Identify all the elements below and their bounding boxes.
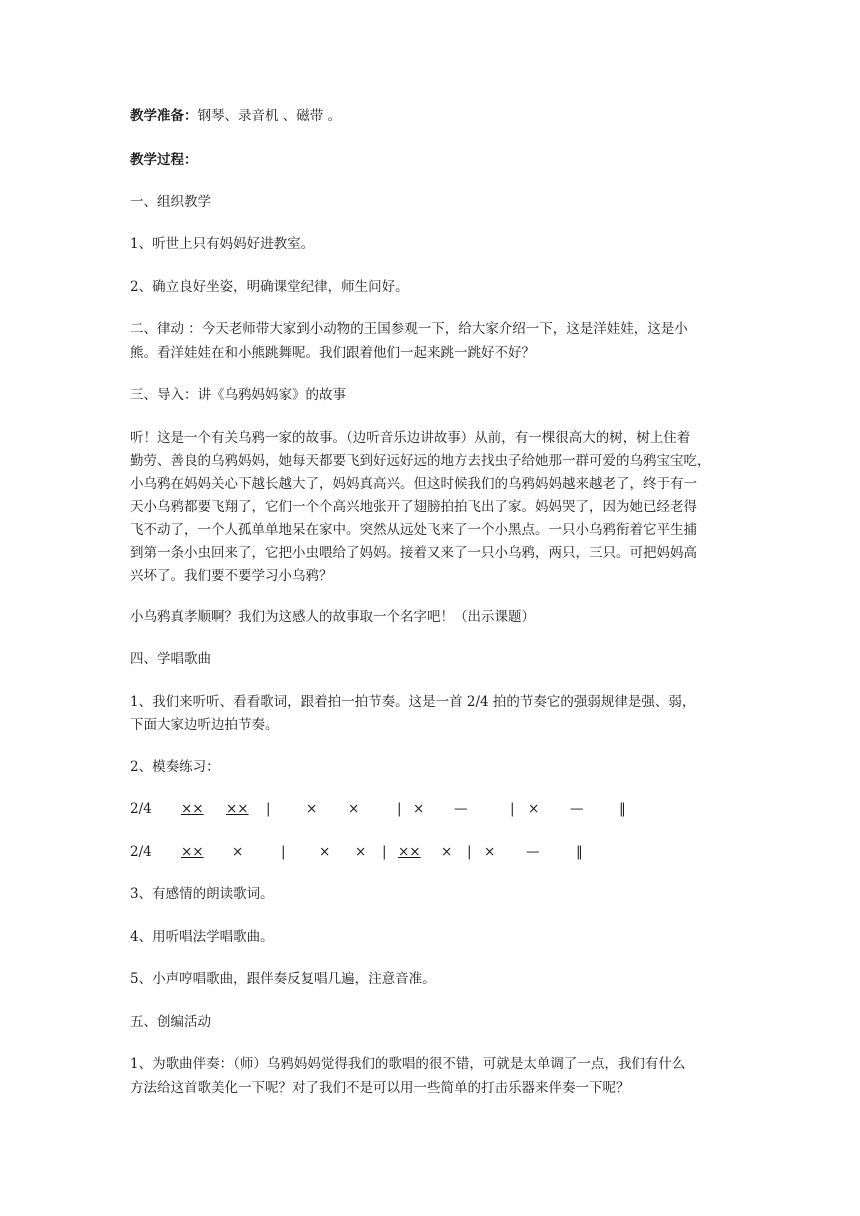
section-5-item-1-line-1: 1、为歌曲伴奏：（师）乌鸦妈妈觉得我们的歌唱的很不错，可就是太单调了一点，我们有什么	[130, 1056, 686, 1072]
rhythm-note: ×	[413, 801, 425, 817]
section-4-item-1-line-2: 下面大家边听边拍节奏。	[130, 717, 279, 733]
section-2-line-2: 熊。看洋娃娃在和小熊跳舞呢。我们跟着他们一起来跳一跳好不好？	[130, 345, 535, 361]
process-heading: 教学过程：	[130, 152, 198, 168]
rhythm-note: ××	[226, 801, 249, 817]
prep-label: 教学准备：	[130, 108, 198, 124]
story-line-6: 到第一条小虫回来了，它把小虫喂给了妈妈。接着又来了一只小乌鸦，两只，三只。可把妈妈高	[130, 545, 697, 561]
story-follow: 小乌鸦真孝顺啊？我们为这感人的故事取一个名字吧！（出示课题）	[130, 609, 535, 625]
rhythm-line-1	[130, 799, 730, 819]
rhythm-double-barline: ‖	[619, 801, 626, 817]
story-line-1: 听！这是一个有关乌鸦一家的故事。（边听音乐边讲故事）从前，有一棵很高大的树，树上住着	[130, 430, 691, 446]
prep-text: 钢琴、录音机 、磁带 。	[197, 108, 342, 124]
story-line-7: 兴坏了。我们要不要学习小乌鸦？	[130, 568, 333, 584]
rhythm-note: ×	[232, 844, 244, 860]
section-1-title: 一、组织教学	[130, 194, 211, 210]
rhythm-barline: |	[266, 801, 271, 817]
rhythm-note: ×	[348, 801, 360, 817]
rhythm-note: ×	[306, 801, 318, 817]
section-5-item-1-line-2: 方法给这首歌美化一下呢？对了我们不是可以用一些简单的打击乐器来伴奏一下呢？	[130, 1080, 630, 1096]
section-1-item-2: 2、确立良好坐姿，明确课堂纪律，师生问好。	[130, 279, 409, 295]
rhythm-note: ×	[484, 844, 496, 860]
rhythm-meter: 2/4	[130, 801, 152, 817]
section-4-item-2: 2、模奏练习：	[130, 759, 220, 775]
section-5-title: 五、创编活动	[130, 1014, 211, 1030]
rhythm-meter: 2/4	[130, 844, 152, 860]
rhythm-barline: |	[510, 801, 515, 817]
rhythm-line-2	[130, 842, 730, 862]
story-line-4: 天小乌鸦都要飞翔了，它们一个个高兴地张开了翅膀拍拍飞出了家。妈妈哭了，因为她已经老得	[130, 499, 697, 515]
rhythm-note: ××	[398, 844, 421, 860]
rhythm-note: ×	[441, 844, 453, 860]
section-1-item-1: 1、听世上只有妈妈好进教室。	[130, 236, 315, 252]
rhythm-dash: —	[526, 844, 540, 860]
rhythm-dash: —	[570, 801, 584, 817]
prep-line	[130, 106, 730, 126]
section-2-line-1: 二、律动 ：今天老师带大家到小动物的王国参观一下，给大家介绍一下，这是洋娃娃，这是小	[130, 321, 688, 337]
rhythm-double-barline: ‖	[576, 844, 583, 860]
section-4-item-3: 3、有感情的朗读歌词。	[130, 886, 274, 902]
rhythm-barline: |	[467, 844, 472, 860]
section-4-item-4: 4、用听唱法学唱歌曲。	[130, 929, 274, 945]
rhythm-barline: |	[397, 801, 402, 817]
section-3-title: 三、导入：讲《乌鸦妈妈家》的故事	[130, 387, 346, 403]
rhythm-note: ×	[319, 844, 331, 860]
rhythm-dash: —	[454, 801, 468, 817]
section-4-title: 四、学唱歌曲	[130, 651, 211, 667]
rhythm-note: ×	[528, 801, 540, 817]
rhythm-barline: |	[382, 844, 387, 860]
section-4-item-1-line-1: 1、我们来听听、看看歌词，跟着拍一拍节奏。这是一首 2/4 拍的节奏它的强弱规律是强、弱，	[130, 694, 696, 710]
story-line-3: 小乌鸦在妈妈关心下越长越大了，妈妈真高兴。但这时候我们的乌鸦妈妈越来越老了，终于有一	[130, 476, 697, 492]
rhythm-note: ××	[181, 801, 204, 817]
story-line-5: 飞不动了，一个人孤单单地呆在家中。突然从远处飞来了一个小黑点。一只小乌鸦衔着它平生捕	[130, 522, 697, 538]
rhythm-barline: |	[281, 844, 286, 860]
section-4-item-5: 5、小声哼唱歌曲，跟伴奏反复唱几遍，注意音准。	[130, 971, 436, 987]
story-line-2: 勤劳、善良的乌鸦妈妈，她每天都要飞到好远好远的地方去找虫子给她那一群可爱的乌鸦宝宝吃，	[130, 453, 711, 469]
rhythm-note: ××	[181, 844, 204, 860]
rhythm-note: ×	[355, 844, 367, 860]
